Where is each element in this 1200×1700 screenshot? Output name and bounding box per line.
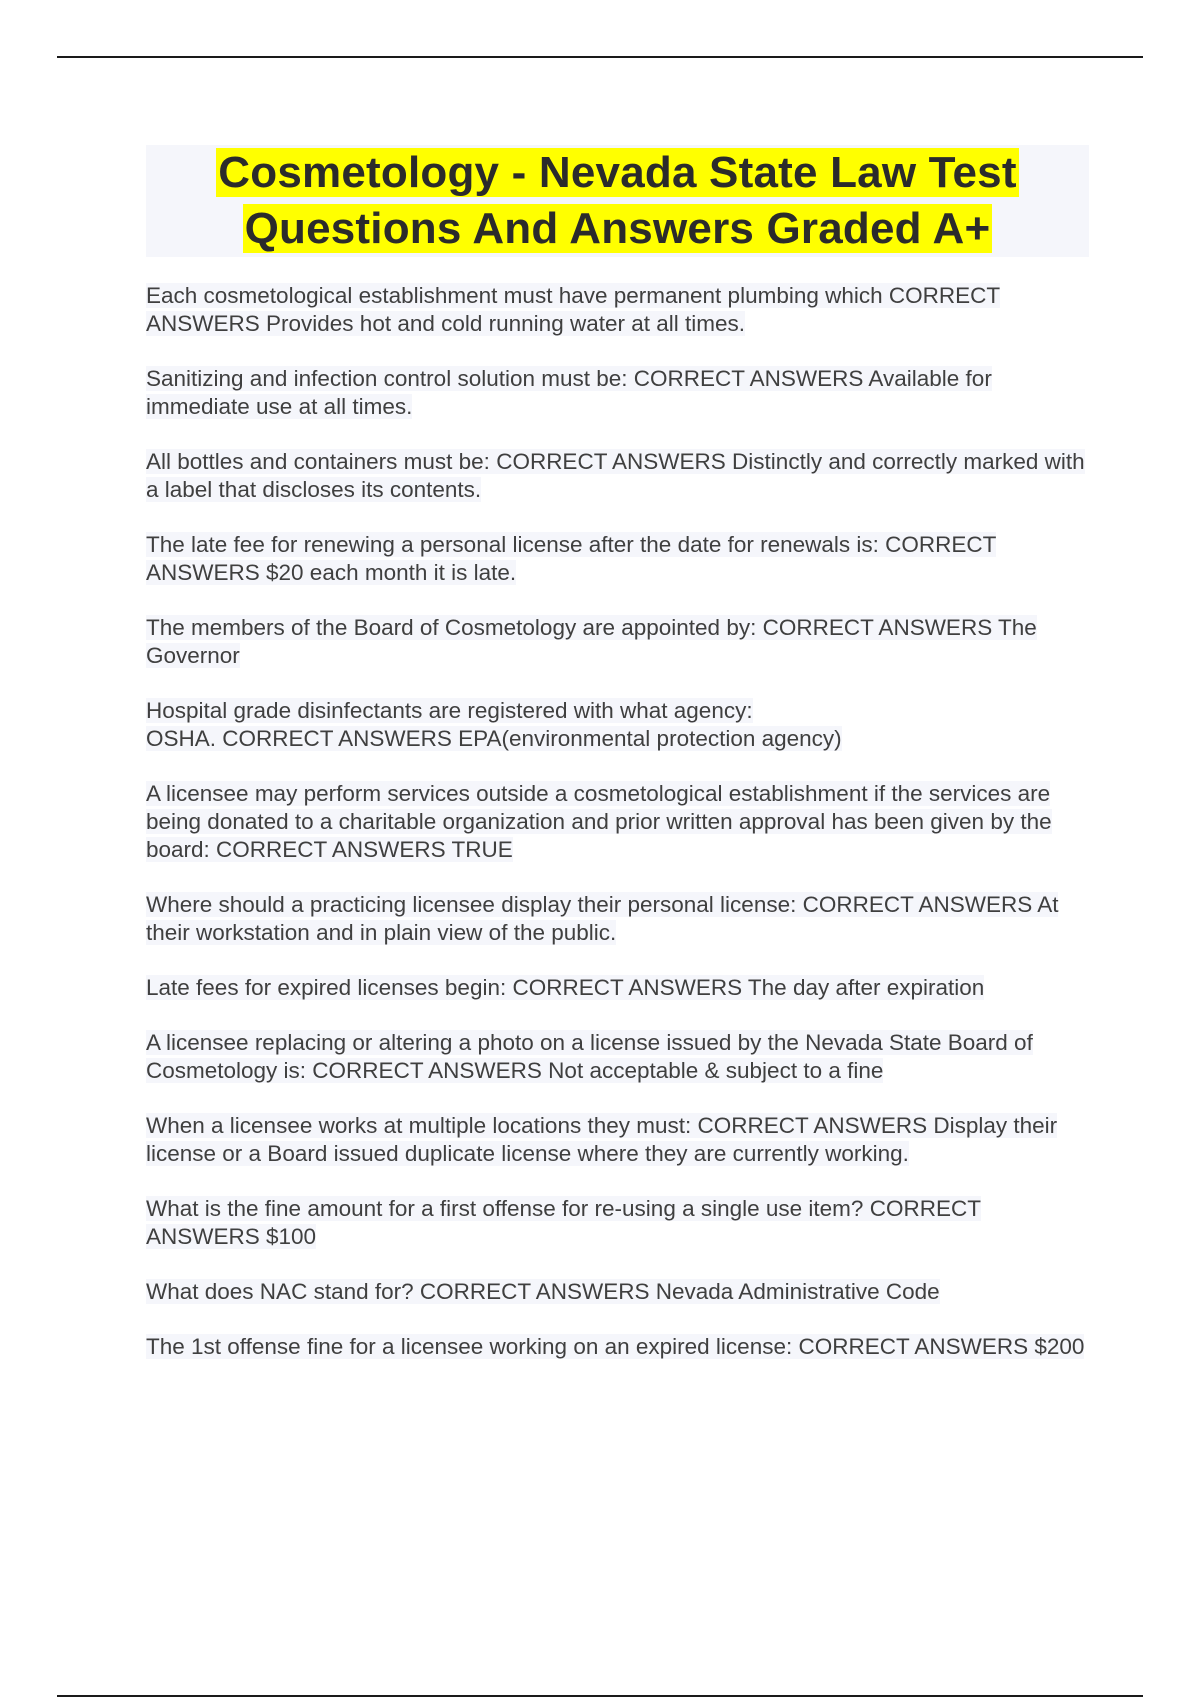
title-line-1: Cosmetology - Nevada State Law Test xyxy=(218,148,1017,197)
qa-item: What does NAC stand for? CORRECT ANSWERS Nevada Administrative Code xyxy=(146,1279,940,1304)
qa-item: A licensee may perform services outside a cosmetological establishment if the services are being donated to a charitable organization and prior written approval has been given by the board: CORRECT ANSWERS TRUE xyxy=(146,781,1052,862)
top-rule xyxy=(57,56,1143,58)
qa-item: The late fee for renewing a personal license after the date for renewals is: CORRECT ANSWERS $20 each month it is late. xyxy=(146,532,997,585)
qa-item: When a licensee works at multiple locations they must: CORRECT ANSWERS Display their license or a Board issued duplicate license where they are currently working. xyxy=(146,1113,1058,1166)
qa-item: Where should a practicing licensee display their personal license: CORRECT ANSWERS At their workstation and in plain view of the public. xyxy=(146,892,1059,945)
qa-item: Late fees for expired licenses begin: CORRECT ANSWERS The day after expiration xyxy=(146,975,985,1000)
qa-list xyxy=(146,282,1096,1388)
qa-item: The members of the Board of Cosmetology are appointed by: CORRECT ANSWERS The Governor xyxy=(146,615,1037,668)
document-title xyxy=(146,145,1089,257)
qa-item: A licensee replacing or altering a photo on a license issued by the Nevada State Board of Cosmetology is: CORRECT ANSWERS Not acceptable & subject to a fine xyxy=(146,1030,1033,1083)
qa-item: All bottles and containers must be: CORRECT ANSWERS Distinctly and correctly marked with a label that discloses its contents. xyxy=(146,449,1085,502)
qa-item: Sanitizing and infection control solution must be: CORRECT ANSWERS Available for immediate use at all times. xyxy=(146,366,992,419)
bottom-rule xyxy=(57,1695,1143,1697)
qa-item: The 1st offense fine for a licensee working on an expired license: CORRECT ANSWERS $200 xyxy=(146,1334,1085,1359)
qa-item: What is the fine amount for a first offense for re-using a single use item? CORRECT ANSWERS $100 xyxy=(146,1196,981,1249)
qa-item: Each cosmetological establishment must have permanent plumbing which CORRECT ANSWERS Provides hot and cold running water at all times. xyxy=(146,283,1001,336)
qa-item: Hospital grade disinfectants are registered with what agency: OSHA. CORRECT ANSWERS EPA(environmental protection agency) xyxy=(146,698,842,751)
title-line-2: Questions And Answers Graded A+ xyxy=(244,204,991,253)
